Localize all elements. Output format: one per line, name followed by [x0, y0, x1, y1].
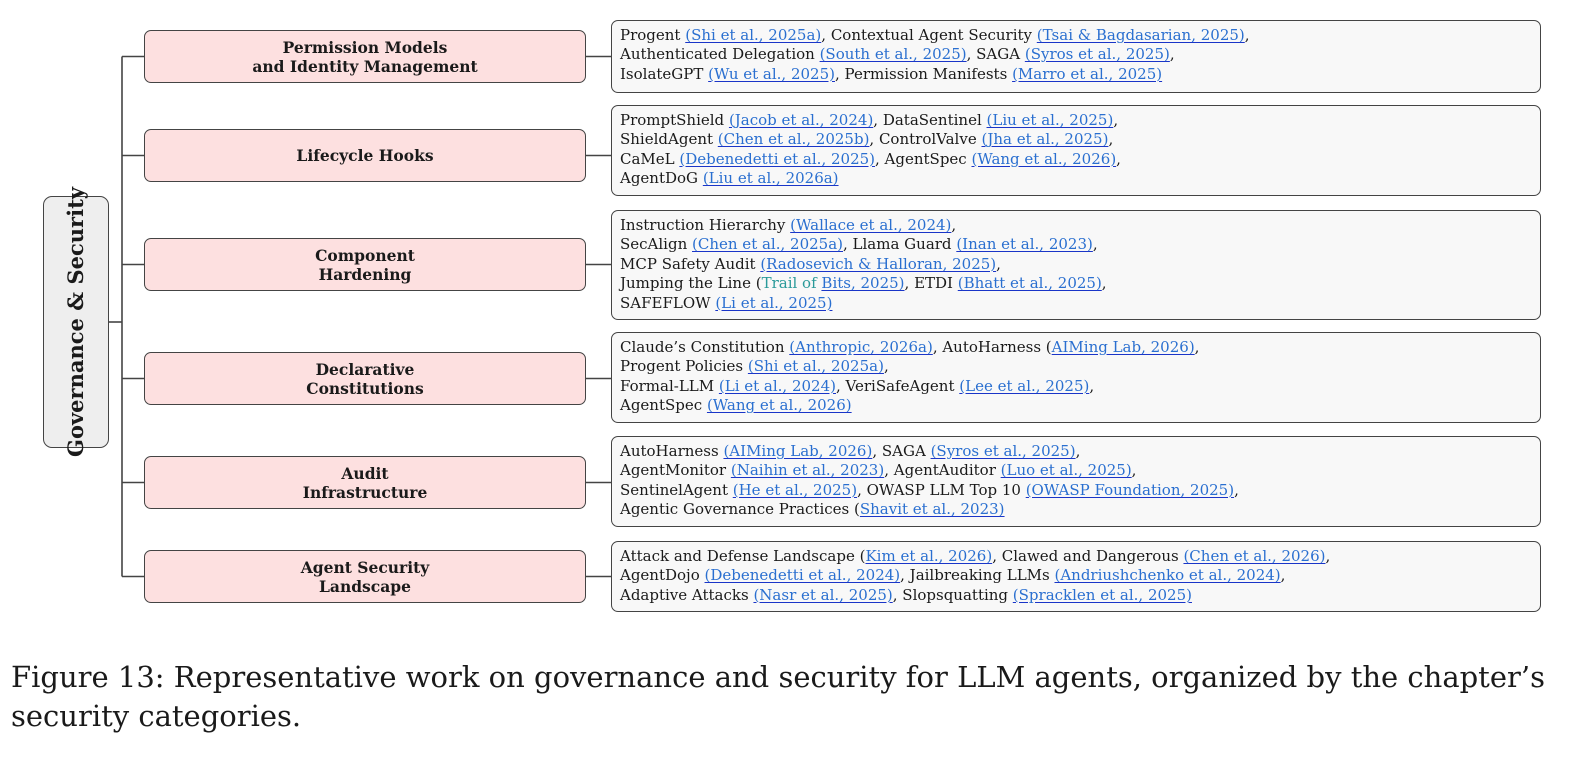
citation-link[interactable]: (Anthropic, 2026a) [789, 338, 933, 356]
citation-link[interactable]: (Wang et al., 2026) [706, 396, 852, 415]
citation-author-text[interactable]: Trail of [761, 274, 822, 293]
work-name-text: , [1131, 461, 1137, 480]
citation-link[interactable]: (Luo et al., 2025) [1000, 461, 1132, 480]
category-node: Agent Security Landscape [144, 550, 586, 603]
citation-link[interactable]: (Debenedetti et al., 2025) [679, 149, 876, 168]
works-line [620, 357, 1532, 376]
category-node: Component Hardening [144, 238, 586, 291]
work-name-text: , ControlValve [869, 130, 982, 149]
works-line [620, 338, 1532, 357]
works-line [620, 294, 1532, 313]
works-line [620, 500, 1532, 519]
works-line [620, 566, 1532, 585]
work-name-text: , [1092, 235, 1098, 254]
citation-link[interactable]: (Liu et al., 2025) [986, 111, 1114, 129]
citation-link[interactable]: Bits, 2025) [821, 274, 905, 293]
work-name-text: AutoHarness [620, 442, 724, 460]
work-name-text: Authenticated Delegation [620, 45, 820, 64]
category-node: Declarative Constitutions [144, 352, 586, 405]
citation-link[interactable]: (Radosevich & Halloran, 2025) [760, 254, 997, 273]
citation-link[interactable]: (Bhatt et al., 2025) [957, 274, 1102, 293]
works-line [620, 111, 1532, 130]
work-name-text: , [1089, 376, 1095, 395]
citation-link[interactable]: (Syros et al., 2025) [1024, 45, 1170, 64]
work-name-text: AgentDojo [620, 566, 705, 585]
work-name-text: , SAGA [872, 442, 931, 460]
work-name-text: , DataSentinel [873, 111, 987, 129]
work-name-text: , [1234, 480, 1239, 499]
work-name-text: , [1244, 26, 1250, 44]
work-name-text: SecAlign [620, 235, 693, 254]
work-name-text: , OWASP LLM Top 10 [857, 480, 1026, 499]
citation-link[interactable]: (Naihin et al., 2023) [730, 461, 885, 480]
work-name-text: , [1113, 111, 1119, 129]
figure-caption: Figure 13: Representative work on governance and security for LLM agents, organized by the chapter’s security categories. [11, 660, 1545, 733]
work-name-text: , [1108, 130, 1114, 149]
category-node: Permission Models and Identity Management [144, 30, 586, 83]
citation-link[interactable]: (Jha et al., 2025) [981, 130, 1109, 149]
work-name-text: , Jailbreaking LLMs [900, 566, 1055, 585]
work-name-text: , [996, 254, 1001, 273]
work-name-text: , [1101, 274, 1107, 293]
citation-link[interactable]: (Shi et al., 2025a) [685, 26, 822, 44]
citation-link[interactable]: (AIMing Lab, 2026) [723, 442, 873, 460]
work-name-text: , AutoHarness ( [932, 338, 1052, 356]
work-name-text: , [883, 357, 889, 376]
works-line [620, 216, 1532, 235]
citation-link[interactable]: (Wang et al., 2026) [971, 149, 1117, 168]
citation-link[interactable]: (Chen et al., 2026) [1183, 547, 1326, 565]
citation-link[interactable]: (Wu et al., 2025) [708, 64, 835, 83]
work-name-text: , SAGA [966, 45, 1025, 64]
work-name-text: Progent [620, 26, 686, 44]
work-name-text: , [1325, 547, 1331, 565]
work-name-text: , Permission Manifests [835, 64, 1013, 83]
citation-link[interactable]: (Lee et al., 2025) [959, 376, 1090, 395]
work-name-text: Progent Policies [620, 357, 748, 376]
works-line [620, 45, 1532, 64]
works-box [611, 436, 1541, 527]
work-name-text: SentinelAgent [620, 480, 733, 499]
citation-link[interactable]: Shavit et al., 2023) [859, 500, 1005, 519]
citation-link[interactable]: (Jacob et al., 2024) [728, 111, 874, 129]
works-line [620, 130, 1532, 149]
works-line [620, 461, 1532, 480]
work-name-text: , VeriSafeAgent [836, 376, 960, 395]
works-line [620, 396, 1532, 415]
citation-link[interactable]: (Liu et al., 2026a) [702, 169, 839, 188]
citation-link[interactable]: (Wallace et al., 2024) [790, 216, 952, 234]
work-name-text: Agentic Governance Practices ( [620, 500, 860, 519]
citation-link[interactable]: (Chen et al., 2025b) [717, 130, 870, 149]
work-name-text: , [1194, 338, 1200, 356]
works-line [620, 26, 1532, 45]
citation-link[interactable]: (Andriushchenko et al., 2024) [1054, 566, 1281, 585]
works-box [611, 20, 1541, 93]
root-label: Governance & Security [63, 187, 88, 457]
citation-link[interactable]: (OWASP Foundation, 2025) [1025, 480, 1235, 499]
works-line [620, 547, 1532, 566]
work-name-text: , [1280, 566, 1286, 585]
work-name-text: , Clawed and Dangerous [992, 547, 1184, 565]
work-name-text: AgentDoG [620, 169, 703, 188]
work-name-text: Formal-LLM [620, 376, 719, 395]
citation-link[interactable]: (Shi et al., 2025a) [747, 357, 884, 376]
citation-link[interactable]: (Syros et al., 2025) [930, 442, 1076, 460]
work-name-text: Attack and Defense Landscape ( [620, 547, 866, 565]
work-name-text: , Contextual Agent Security [821, 26, 1037, 44]
work-name-text: PromptShield [620, 111, 729, 129]
work-name-text: AgentMonitor [620, 461, 731, 480]
citation-link[interactable]: (He et al., 2025) [732, 480, 858, 499]
works-line [620, 150, 1532, 169]
work-name-text: ShieldAgent [620, 130, 718, 149]
work-name-text: , Llama Guard [843, 235, 957, 254]
citation-link[interactable]: (Debenedetti et al., 2024) [704, 566, 901, 585]
work-name-text: Instruction Hierarchy [620, 216, 791, 234]
citation-link[interactable]: (Tsai & Bagdasarian, 2025) [1036, 26, 1245, 44]
work-name-text: , Slopsquatting [892, 585, 1013, 604]
work-name-text: Jumping the Line ( [620, 274, 762, 293]
works-line [620, 65, 1532, 84]
works-line [620, 255, 1532, 274]
work-name-text: , AgentSpec [875, 149, 972, 168]
citation-link[interactable]: (Chen et al., 2025a) [692, 235, 843, 254]
citation-link[interactable]: Kim et al., 2026) [865, 547, 993, 565]
citation-link[interactable]: (Marro et al., 2025) [1012, 64, 1163, 83]
works-line [620, 169, 1532, 188]
work-name-text: , [1169, 45, 1175, 64]
work-name-text: AgentSpec [620, 396, 707, 415]
works-box [611, 210, 1541, 320]
category-node: Audit Infrastructure [144, 456, 586, 509]
work-name-text: MCP Safety Audit [620, 254, 761, 273]
category-node: Lifecycle Hooks [144, 129, 586, 182]
works-line [620, 274, 1532, 293]
works-box [611, 105, 1541, 196]
work-name-text: , [951, 216, 957, 234]
work-name-text: , [1075, 442, 1081, 460]
works-line [620, 481, 1532, 500]
work-name-text: CaMeL [620, 149, 680, 168]
works-line [620, 235, 1532, 254]
work-name-text: Claude’s Constitution [620, 338, 790, 356]
works-line [620, 377, 1532, 396]
work-name-text: IsolateGPT [620, 64, 709, 83]
works-line [620, 586, 1532, 605]
citation-link[interactable]: (South et al., 2025) [819, 45, 967, 64]
citation-link[interactable]: (Inan et al., 2023) [956, 235, 1093, 254]
citation-link[interactable]: (Li et al., 2025) [715, 293, 833, 312]
works-line [620, 442, 1532, 461]
citation-link[interactable]: (Nasr et al., 2025) [753, 585, 893, 604]
work-name-text: , ETDI [904, 274, 958, 293]
root-node [43, 187, 109, 457]
work-name-text: , [1116, 149, 1121, 168]
works-box [611, 332, 1541, 423]
work-name-text: , AgentAuditor [884, 461, 1001, 480]
work-name-text: Adaptive Attacks [620, 585, 754, 604]
citation-link[interactable]: AIMing Lab, 2026) [1051, 338, 1195, 356]
work-name-text: SAFEFLOW [620, 293, 716, 312]
citation-link[interactable]: (Li et al., 2024) [718, 376, 836, 395]
citation-link[interactable]: (Spracklen et al., 2025) [1012, 585, 1192, 604]
works-box [611, 541, 1541, 612]
